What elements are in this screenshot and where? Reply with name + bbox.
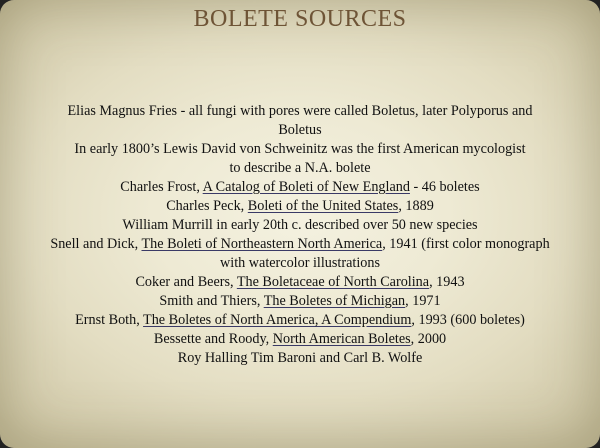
slide-body (0, 102, 600, 368)
book-link-boleti-northeastern-north-america[interactable]: The Boleti of Northeastern North America (141, 236, 383, 252)
body-line (0, 178, 600, 197)
line-text: , 1941 (first color monograph (382, 236, 550, 252)
line-text: William Murrill in early 20th c. described over 50 new species (122, 217, 478, 233)
line-text: In early 1800’s Lewis David von Schweinitz was the first American mycologist (74, 141, 526, 157)
body-line (0, 330, 600, 349)
line-text: Coker and Beers, (135, 274, 237, 290)
book-link-boletaceae-north-carolina[interactable]: The Boletaceae of North Carolina (236, 274, 430, 290)
body-line (0, 254, 600, 273)
book-link-catalog-boleti-new-england[interactable]: A Catalog of Boleti of New England (202, 179, 410, 195)
body-line (0, 349, 600, 368)
slide-title: BOLETE SOURCES (193, 6, 407, 32)
line-text: Snell and Dick, (50, 236, 142, 252)
line-text: - 46 boletes (409, 179, 480, 195)
body-line (0, 273, 600, 292)
line-text: with watercolor illustrations (220, 255, 380, 271)
line-text: , 1889 (398, 198, 434, 214)
book-link-boletes-of-michigan[interactable]: The Boletes of Michigan (263, 293, 406, 309)
body-line (0, 311, 600, 330)
line-text: Charles Frost, (120, 179, 203, 195)
line-text: , 1943 (429, 274, 465, 290)
body-line (0, 159, 600, 178)
line-text: Bessette and Roody, (153, 331, 273, 347)
line-text: , 1993 (600 boletes) (411, 312, 525, 328)
line-text: Charles Peck, (166, 198, 248, 214)
body-line (0, 216, 600, 235)
body-line (0, 292, 600, 311)
line-text: , 1971 (405, 293, 441, 309)
body-line (0, 102, 600, 121)
line-text: Roy Halling Tim Baroni and Carl B. Wolfe (177, 350, 423, 366)
line-text: , 2000 (410, 331, 447, 347)
line-text: to describe a N.A. bolete (229, 160, 371, 176)
body-line (0, 235, 600, 254)
body-line (0, 197, 600, 216)
body-line (0, 140, 600, 159)
line-text: Ernst Both, (75, 312, 144, 328)
body-line (0, 121, 600, 140)
line-text: Boletus (278, 122, 322, 138)
line-text: Smith and Thiers, (159, 293, 264, 309)
book-link-boleti-united-states[interactable]: Boleti of the United States (247, 198, 399, 214)
book-link-north-american-boletes[interactable]: North American Boletes (272, 331, 411, 347)
line-text: Elias Magnus Fries - all fungi with pores were called Boletus, later Polyporus and (67, 103, 533, 119)
book-link-boletes-north-america-compendium[interactable]: The Boletes of North America, A Compendium (143, 312, 412, 328)
